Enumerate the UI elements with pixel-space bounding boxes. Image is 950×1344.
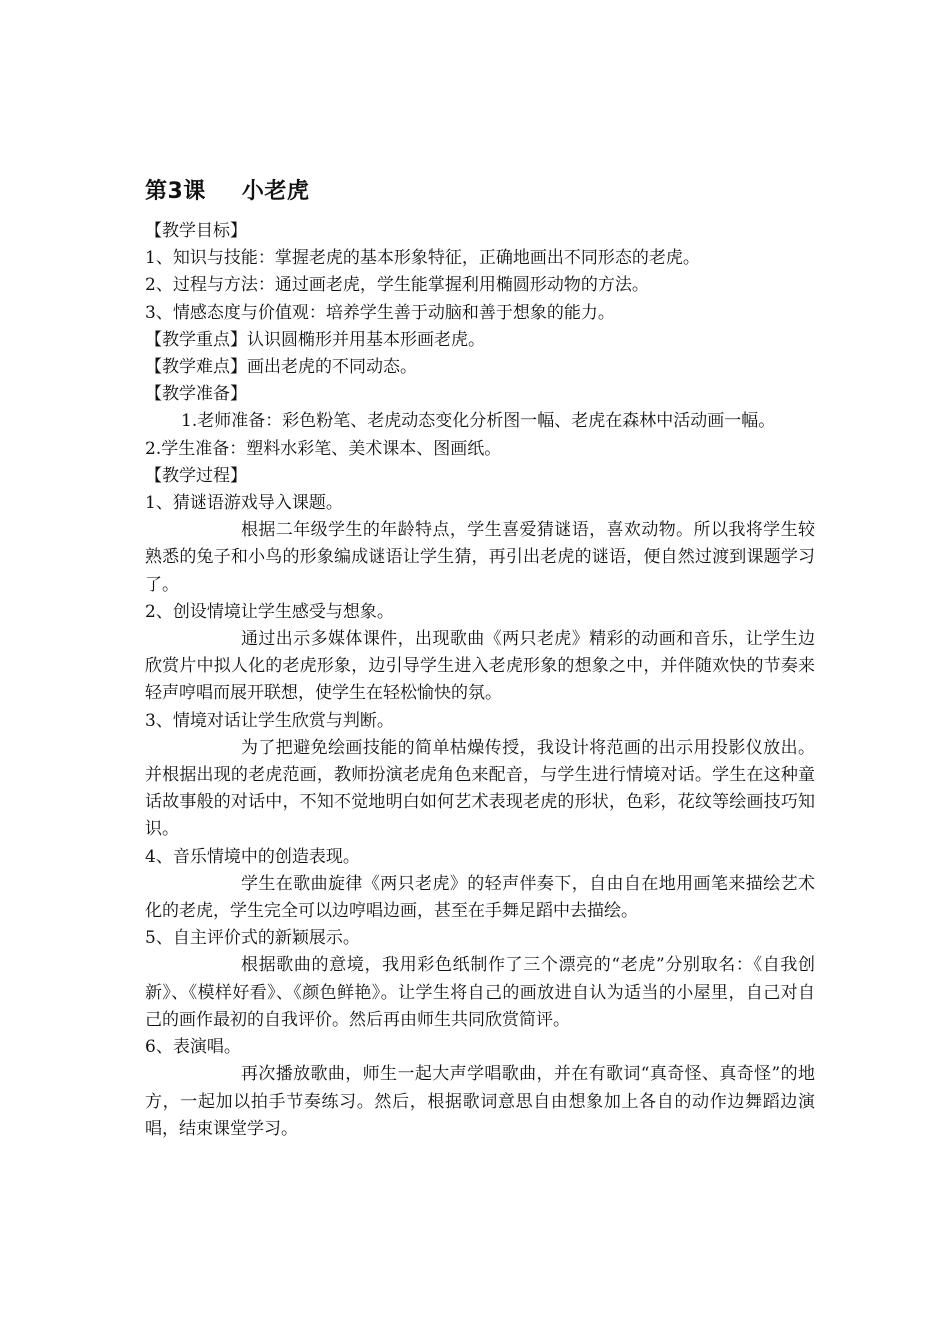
preparation-item: 2.学生准备：塑料水彩笔、美术课本、图画纸。: [145, 438, 502, 459]
process-step-text: 根据二年级学生的年龄特点，学生喜爱猜谜语，喜欢动物。所以我将学生较熟悉的兔子和小鸟的形象编成谜语让学生猜，再引出老虎的谜语，便自然过渡到课题学习了。: [145, 520, 815, 595]
key-point-heading: 【教学重点】: [145, 329, 247, 350]
process-heading: 【教学过程】: [145, 465, 247, 486]
process-step-title: 1、猜谜语游戏导入课题。: [145, 493, 343, 514]
key-point-line: [145, 327, 815, 354]
process-step-title: 3、情境对话让学生欣赏与判断。: [145, 710, 394, 731]
lesson-number: 第3课: [145, 179, 206, 204]
preparation-heading: 【教学准备】: [145, 384, 247, 405]
process-step-title: 4、音乐情境中的创造表现。: [145, 846, 360, 867]
lesson-body: [145, 218, 815, 1143]
preparation-item: 1.老师准备：彩色粉笔、老虎动态变化分析图一幅、老虎在森林中活动画一幅。: [181, 411, 776, 432]
objective-item: 2、过程与方法：通过画老虎，学生能掌握利用椭圆形动物的方法。: [145, 275, 649, 296]
objectives-heading: 【教学目标】: [145, 221, 247, 241]
difficulty-text: 画出老虎的不同动态。: [247, 357, 417, 378]
lesson-title: [145, 176, 309, 208]
difficulty-heading: 【教学难点】: [145, 357, 247, 378]
difficulty-line: [145, 354, 815, 381]
process-step-text: 通过出示多媒体课件，出现歌曲《两只老虎》精彩的动画和音乐，让学生边欣赏片中拟人化的老虎形象，边引导学生进入老虎形象的想象之中，并伴随欢快的节奏来轻声哼唱而展开联想，使学生在轻松愉快的氛。: [145, 629, 815, 704]
objective-item: 3、情感态度与价值观：培养学生善于动脑和善于想象的能力。: [145, 302, 615, 323]
lesson-name: 小老虎: [241, 179, 310, 204]
objective-item: 1、知识与技能：掌握老虎的基本形象特征，正确地画出不同形态的老虎。: [145, 248, 700, 269]
process-step-title: 6、表演唱。: [145, 1037, 241, 1058]
process-step-title: 5、自主评价式的新颖展示。: [145, 928, 360, 949]
process-step-text: 学生在歌曲旋律《两只老虎》的轻声伴奏下，自由自在地用画笔来描绘艺术化的老虎，学生完全可以边哼唱边画，甚至在手舞足蹈中去描绘。: [145, 873, 815, 922]
process-step-text: 为了把避免绘画技能的简单枯燥传授，我设计将范画的出示用投影仪放出。并根据出现的老虎范画，教师扮演老虎角色来配音，与学生进行情境对话。学生在这种童话故事般的对话中，不知不觉地明白如何艺术表现老虎的形状，色彩，花纹等绘画技巧知识。: [145, 737, 815, 840]
key-point-text: 认识圆椭形并用基本形画老虎。: [247, 329, 485, 350]
process-step-text: 再次播放歌曲，师生一起大声学唱歌曲，并在有歌词“真奇怪、真奇怪”的地方，一起加以拍手节奏练习。然后，根据歌词意思自由想象加上各自的动作边舞蹈边演唱，结束课堂学习。: [145, 1064, 815, 1139]
process-step-title: 2、创设情境让学生感受与想象。: [145, 601, 394, 622]
process-step-text: 根据歌曲的意境，我用彩色纸制作了三个漂亮的“老虎”分别取名：《自我创新》、《模样好看》、《颜色鲜艳》。让学生将自己的画放进自认为适当的小屋里，自己对自己的画作最初的自我评价。然后再由师生共同欣赏简评。: [145, 955, 815, 1030]
